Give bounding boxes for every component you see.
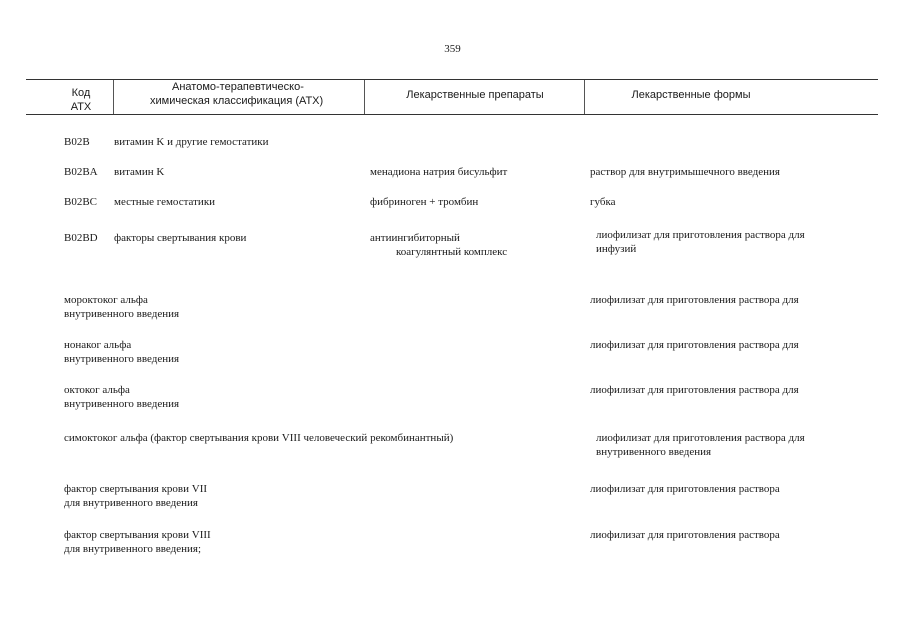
drug-name	[64, 338, 179, 366]
page-number: 359	[444, 43, 461, 55]
drug-name-line: фактор свертывания крови VIII	[64, 529, 211, 541]
atc-code: B02B	[64, 136, 90, 148]
col-classification-header-line2: химическая классификация (АТХ)	[150, 95, 324, 107]
drug-name: симоктоког альфа (фактор свертывания крови VIII человеческий рекомбинантный)	[64, 432, 454, 444]
drug-name	[64, 528, 211, 556]
drug-name-line: внутривенного введения	[64, 353, 180, 365]
col-forms-header: Лекарственные формы	[631, 89, 751, 101]
col-classification-header-line1: Анатомо-терапевтическо-	[172, 81, 304, 93]
drug-name-line: антиингибиторный	[370, 232, 460, 244]
drug-name-line: для внутривенного введения	[64, 497, 198, 509]
drug-name-line: мороктоког альфа	[64, 294, 148, 306]
header-bottom-rule	[26, 114, 878, 115]
dosage-form: раствор для внутримышечного введения	[590, 166, 780, 178]
drug-name-line: нонаког альфа	[64, 339, 132, 351]
dosage-form	[596, 228, 805, 256]
atc-classification: витамин K	[114, 166, 165, 178]
header-separator	[113, 80, 114, 114]
dosage-form: лиофилизат для приготовления раствора	[590, 483, 780, 495]
header-separator	[364, 80, 365, 114]
dosage-form: губка	[590, 196, 616, 208]
dosage-form-line: лиофилизат для приготовления раствора для	[596, 432, 805, 444]
col-code-header-line1: Код	[71, 87, 91, 99]
dosage-form	[596, 431, 805, 459]
drug-name-line: фактор свертывания крови VII	[64, 483, 208, 495]
drug-name: менадиона натрия бисульфит	[370, 166, 508, 178]
dosage-form: лиофилизат для приготовления раствора для	[590, 339, 799, 351]
atc-classification: витамин K и другие гемостатики	[114, 136, 269, 148]
header-separator	[584, 80, 585, 114]
dosage-form: лиофилизат для приготовления раствора для	[590, 294, 799, 306]
atc-code: B02BA	[64, 166, 98, 178]
dosage-form: лиофилизат для приготовления раствора для	[590, 384, 799, 396]
dosage-form-line: лиофилизат для приготовления раствора для	[596, 229, 805, 241]
drug-name-line: октоког альфа	[64, 384, 130, 396]
dosage-form-line: инфузий	[596, 243, 637, 255]
drug-name	[64, 383, 179, 411]
atc-code: B02BC	[64, 196, 98, 208]
drug-name-line: внутривенного введения	[64, 308, 180, 320]
col-code-header-line2: АТХ	[70, 101, 92, 113]
dosage-form: лиофилизат для приготовления раствора	[590, 529, 780, 541]
col-code-header	[56, 86, 106, 114]
dosage-form-line: внутривенного введения	[596, 446, 712, 458]
atc-classification: местные гемостатики	[114, 196, 216, 208]
col-drugs-header: Лекарственные препараты	[406, 89, 544, 101]
atc-code: B02BD	[64, 232, 98, 244]
drug-name	[64, 482, 207, 510]
atc-classification: факторы свертывания крови	[114, 232, 247, 244]
drug-name-line: внутривенного введения	[64, 398, 180, 410]
drug-name-line: для внутривенного введения;	[64, 543, 202, 555]
drug-name: фибриноген + тромбин	[370, 196, 479, 208]
drug-name-line: коагулянтный комплекс	[396, 246, 508, 258]
drug-name	[370, 231, 507, 259]
drug-name	[64, 293, 179, 321]
col-classification-header	[150, 80, 323, 108]
